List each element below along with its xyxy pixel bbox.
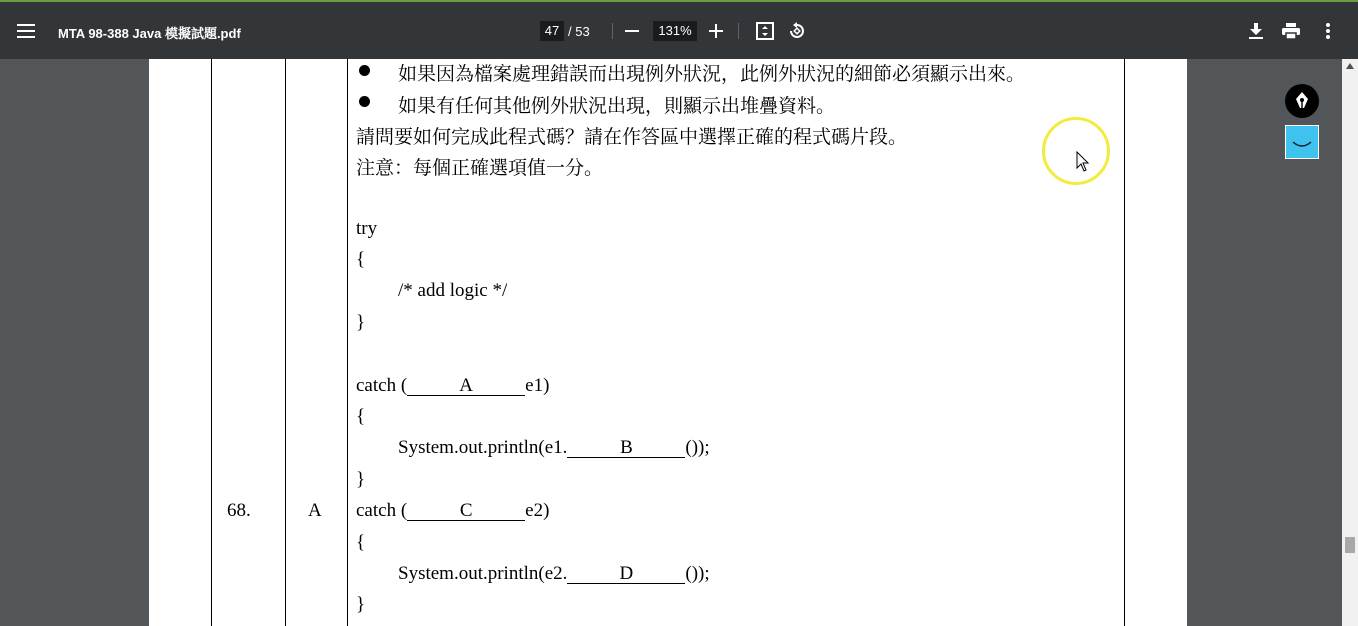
fit-page-icon[interactable] — [754, 20, 776, 42]
note-text: 注意：每個正確選項值一分。 — [356, 158, 604, 179]
toolbar-divider — [738, 23, 739, 39]
blank-d: D — [567, 564, 685, 584]
answer-cell: A — [308, 500, 322, 521]
table-border-mid2 — [347, 59, 348, 626]
download-icon[interactable] — [1245, 20, 1267, 42]
pdf-page — [149, 59, 1187, 626]
zoom-out-icon[interactable] — [622, 21, 642, 41]
page-total: / 53 — [568, 24, 590, 39]
document-title: MTA 98-388 Java 模擬試題.pdf — [58, 26, 241, 41]
code-catch-2: catch ( C e2) — [356, 500, 550, 521]
mouse-cursor-icon — [1076, 151, 1090, 173]
vertical-scrollbar[interactable] — [1342, 59, 1358, 626]
zoom-level-input[interactable]: 131% — [653, 21, 697, 41]
requirement-text-2: 如果有任何其他例外狀況出現，則顯示出堆疊資料。 — [398, 96, 836, 117]
code-brace: { — [356, 406, 366, 427]
blank-c: C — [407, 501, 525, 521]
code-brace: } — [356, 469, 366, 490]
rotate-icon[interactable] — [786, 20, 808, 42]
scrollbar-thumb[interactable] — [1345, 537, 1355, 553]
code-println-2: System.out.println(e2. D ()); — [398, 563, 710, 584]
pen-nib-icon[interactable] — [1285, 84, 1319, 118]
zoom-in-icon[interactable] — [706, 21, 726, 41]
more-options-icon[interactable] — [1317, 20, 1339, 42]
pdf-toolbar — [0, 0, 1358, 59]
blank-a: A — [407, 376, 525, 396]
print-icon[interactable] — [1280, 20, 1302, 42]
table-border-right — [1124, 59, 1125, 626]
question-number: 68. — [227, 500, 251, 521]
bullet-point — [359, 96, 370, 107]
hamburger-menu-icon[interactable] — [14, 19, 38, 43]
code-println-1: System.out.println(e1. B ()); — [398, 437, 710, 458]
smile-icon[interactable] — [1285, 125, 1319, 159]
bullet-point — [359, 65, 370, 76]
code-try: try — [356, 218, 378, 239]
requirement-text-1: 如果因為檔案處理錯誤而出現例外狀況，此例外狀況的細節必須顯示出來。 — [398, 64, 1026, 85]
table-border-left — [211, 59, 212, 626]
code-brace: { — [356, 249, 366, 270]
blank-b: B — [567, 438, 685, 458]
question-text: 請問要如何完成此程式碼？請在作答區中選擇正確的程式碼片段。 — [356, 127, 908, 148]
page-number-input[interactable]: 47 — [540, 21, 564, 41]
code-brace: { — [356, 532, 366, 553]
scroll-up-icon[interactable] — [1346, 63, 1354, 69]
code-comment: /* add logic */ — [398, 280, 508, 301]
table-border-mid1 — [285, 59, 286, 626]
code-brace: } — [356, 312, 366, 333]
code-catch-1: catch ( A e1) — [356, 375, 550, 396]
code-brace: } — [356, 594, 366, 615]
toolbar-divider — [612, 23, 613, 39]
